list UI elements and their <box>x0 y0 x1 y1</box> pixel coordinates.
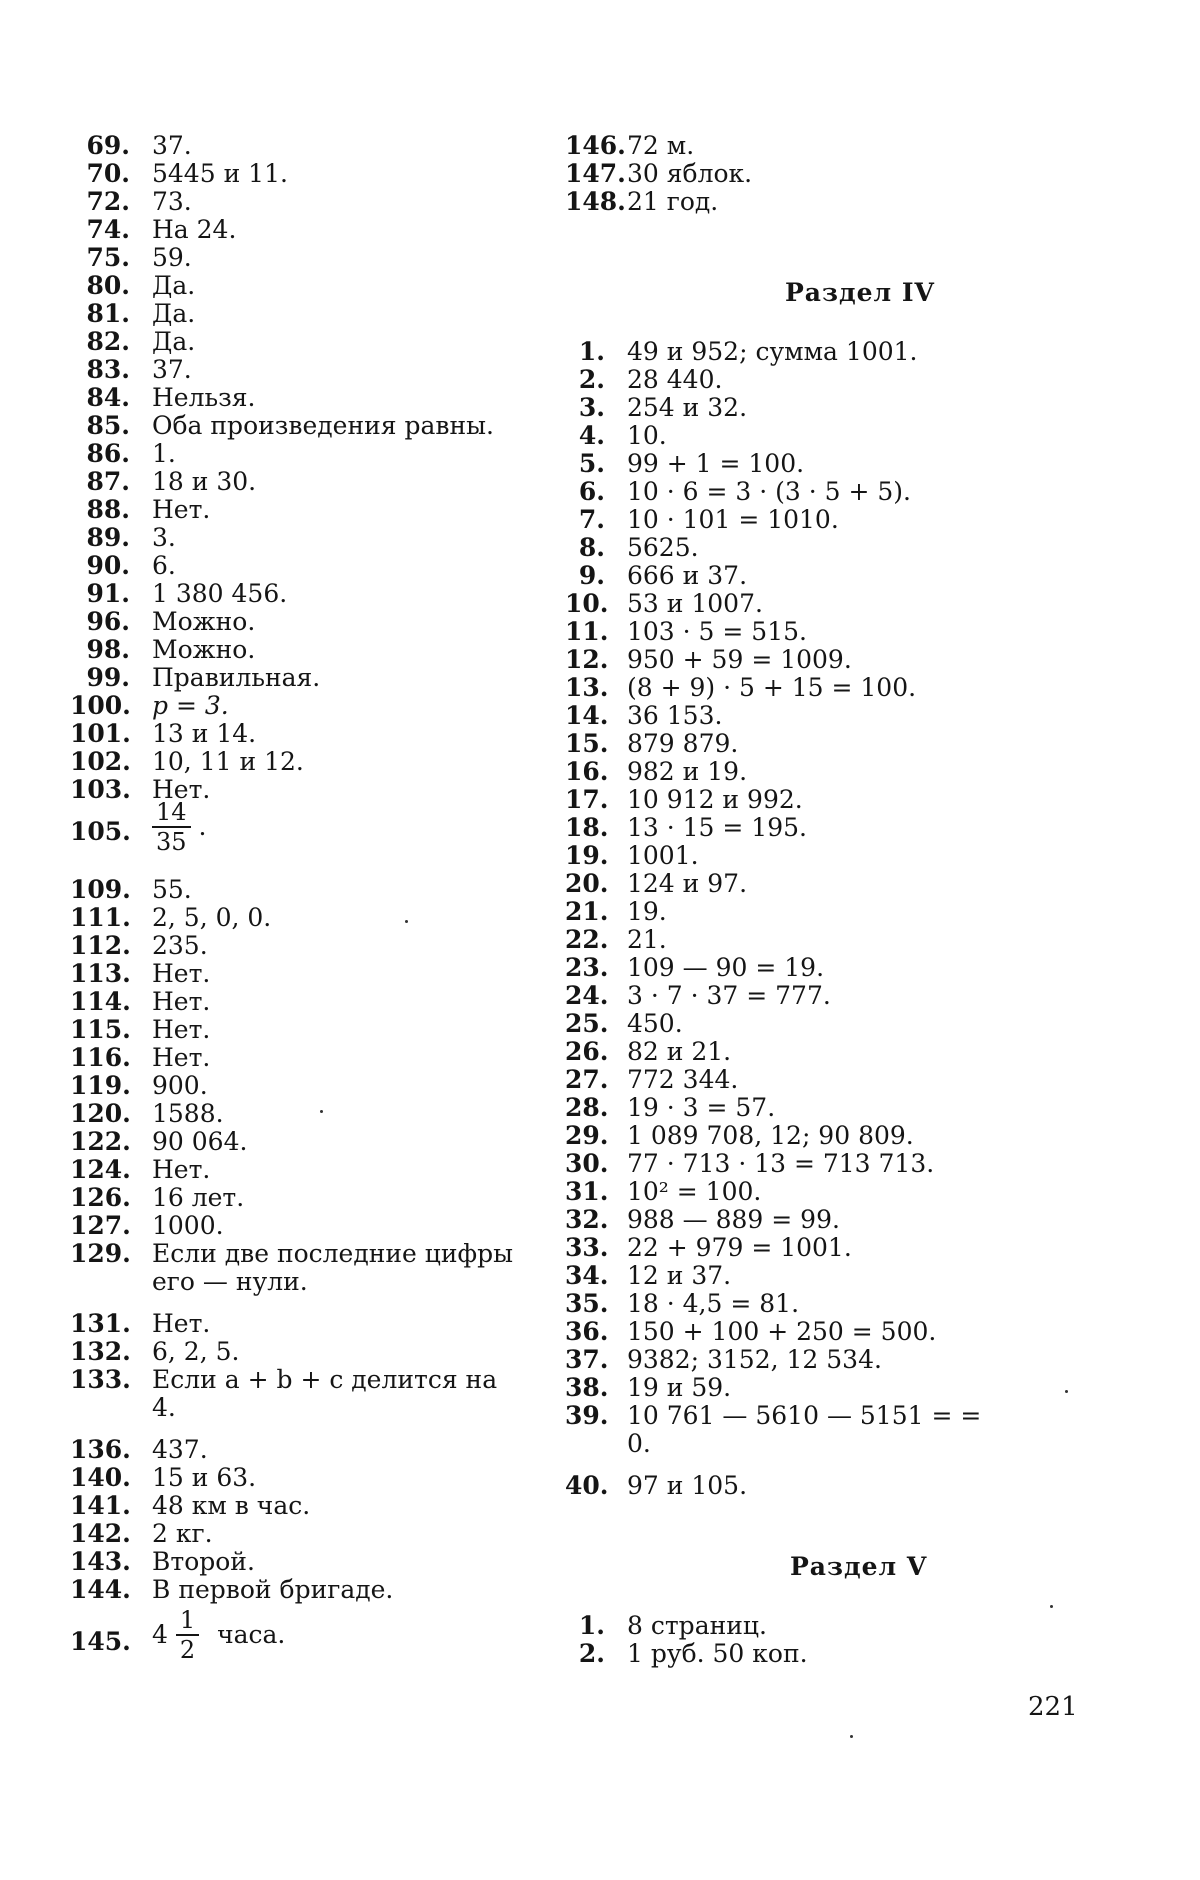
print-speck <box>1065 1390 1068 1393</box>
print-speck <box>1050 1605 1053 1608</box>
print-speck <box>850 1735 853 1738</box>
fraction-answer: $\frac{14}{35}$ . <box>152 798 206 856</box>
print-speck <box>405 920 408 923</box>
page-number: 221 <box>1028 1692 1078 1722</box>
section-v-heading: Раздел V <box>790 1552 928 1581</box>
fraction: $\frac{1}{2}$ <box>176 1606 199 1664</box>
fraction: $\frac{14}{35}$ <box>152 798 191 856</box>
print-speck <box>320 1110 323 1113</box>
mixed-fraction-answer: 4 $\frac{1}{2}$ часа. <box>152 1606 286 1664</box>
section-iv-heading: Раздел IV <box>785 278 935 307</box>
